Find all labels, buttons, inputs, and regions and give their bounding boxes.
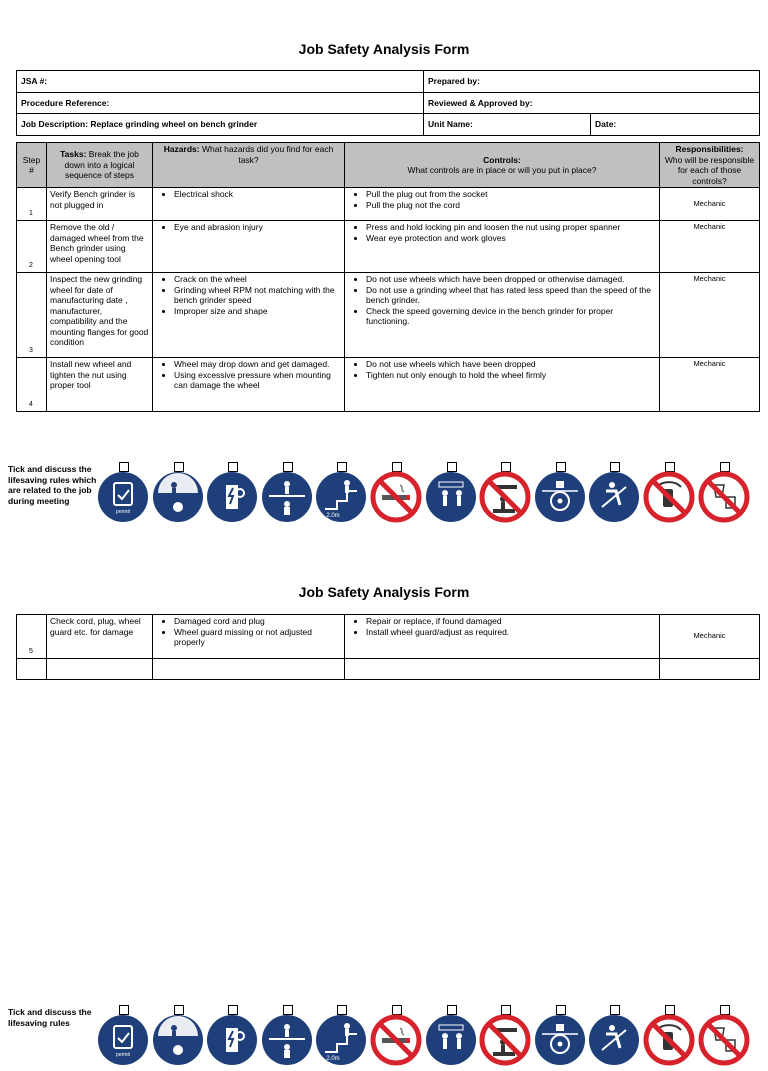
task-cell: Remove the old / damaged wheel from the Bench grinder using wheel opening tool	[47, 221, 153, 273]
lifesaving-rule-item	[206, 1005, 258, 1063]
jsa-number-field[interactable]: JSA #:	[17, 71, 424, 93]
procedure-reference-field[interactable]: Procedure Reference:	[17, 92, 424, 114]
date-field[interactable]: Date:	[591, 114, 760, 136]
lifesaving-rule-item	[479, 462, 531, 520]
control-item: • Install wheel guard/adjust as required.	[366, 627, 656, 638]
lifesaving-rules-row	[0, 462, 768, 524]
control-item: • Wear eye protection and work gloves	[366, 233, 656, 244]
hazards-cell	[153, 221, 345, 273]
hazard-item: • Eye and abrasion injury	[174, 222, 341, 233]
header-step: Step #	[17, 143, 47, 188]
hazards-cell	[153, 615, 345, 659]
lifesaving-rule-item	[370, 462, 422, 520]
confined-space-icon	[152, 1014, 204, 1066]
empty-cell[interactable]	[345, 659, 660, 680]
jsa-main-table	[16, 142, 760, 412]
header-tasks: Tasks: Break the job down into a logical sequence of steps	[47, 143, 153, 188]
hazards-cell	[153, 358, 345, 412]
hazard-item: • Damaged cord and plug	[174, 616, 341, 627]
hazards-cell	[153, 188, 345, 221]
hazard-item: • Electrical shock	[174, 189, 341, 200]
empty-cell[interactable]	[660, 659, 760, 680]
controls-list	[348, 274, 656, 327]
svg-text:2.0m: 2.0m	[326, 1056, 341, 1062]
job-description-field[interactable]: Job Description: Replace grinding wheel on bench grinder	[17, 114, 424, 136]
lifesaving-rule-item	[698, 462, 750, 520]
control-item: • Press and hold locking pin and loosen the nut using proper spanner	[366, 222, 656, 233]
no-alcohol-drugs-icon	[698, 1014, 750, 1066]
control-item: • Do not use wheels which have been dropped	[366, 359, 656, 370]
page-title: Job Safety Analysis Form	[298, 41, 470, 57]
control-item: • Tighten nut only enough to hold the wheel firmly	[366, 370, 656, 381]
driving-speed-icon	[534, 1014, 586, 1066]
controls-cell	[345, 188, 660, 221]
hazards-list	[156, 222, 341, 233]
unit-name-field[interactable]: Unit Name:	[424, 114, 591, 136]
controls-list	[348, 189, 656, 210]
working-at-height-icon	[315, 471, 367, 523]
hazard-item: • Using excessive pressure when mounting can damage the wheel	[174, 370, 341, 391]
no-phone-driving-icon	[643, 1014, 695, 1066]
step-number: 4	[29, 400, 33, 408]
driving-speed-icon	[534, 471, 586, 523]
override-safety-icon	[425, 471, 477, 523]
lifesaving-rule-item	[698, 1005, 750, 1063]
lifesaving-rule-item	[370, 1005, 422, 1063]
lifesaving-rule-item	[425, 1005, 477, 1063]
header-hazards: Hazards: What hazards did you find for each task?	[153, 143, 345, 188]
table-row	[17, 273, 760, 358]
control-item: • Do not use a grinding wheel that has rated less speed than the speed of the bench grinder.	[366, 285, 656, 306]
hazards-list	[156, 616, 341, 648]
no-smoking-icon	[370, 1014, 422, 1066]
no-smoking-icon	[370, 471, 422, 523]
hazard-item: • Wheel guard missing or not adjusted properly	[174, 627, 341, 648]
lifesaving-rule-item	[643, 1005, 695, 1063]
suspended-load-icon	[261, 1014, 313, 1066]
lifesaving-rule-item	[534, 462, 586, 520]
svg-text:permit: permit	[116, 509, 130, 515]
lifesaving-rule-item	[588, 1005, 640, 1063]
lifesaving-rules-label-2: Tick and discuss the lifesaving rules	[8, 1007, 92, 1028]
work-permit-icon	[97, 1014, 149, 1066]
lifesaving-rule-item	[206, 462, 258, 520]
control-item: • Do not use wheels which have been dropped or otherwise damaged.	[366, 274, 656, 285]
seatbelt-icon	[588, 471, 640, 523]
energy-isolation-icon	[206, 1014, 258, 1066]
table-row	[17, 358, 760, 412]
lifesaving-rule-item	[152, 1005, 204, 1063]
responsibility-cell: Mechanic	[660, 358, 760, 412]
no-alcohol-drugs-icon	[698, 471, 750, 523]
step-number-cell	[17, 615, 47, 659]
task-cell: Verify Bench grinder is not plugged in	[47, 188, 153, 221]
table-row	[17, 221, 760, 273]
lifesaving-rule-item	[261, 1005, 313, 1063]
suspended-load-icon	[261, 471, 313, 523]
hazards-list	[156, 189, 341, 200]
lifesaving-rule-item	[643, 462, 695, 520]
empty-cell[interactable]	[17, 659, 47, 680]
energy-isolation-icon	[206, 471, 258, 523]
work-permit-icon	[97, 471, 149, 523]
page-title-2: Job Safety Analysis Form	[298, 584, 470, 600]
step-number: 5	[29, 647, 33, 655]
control-item: • Pull the plug not the cord	[366, 200, 656, 211]
lifesaving-rule-item	[261, 462, 313, 520]
svg-text:2.0m: 2.0m	[326, 513, 341, 519]
lifesaving-rules-row-2	[0, 1005, 768, 1062]
header-responsibilities: Responsibilities: Who will be responsible for each of those controls?	[660, 143, 760, 188]
lifesaving-rule-item	[534, 1005, 586, 1063]
no-phone-driving-icon	[643, 471, 695, 523]
controls-cell	[345, 615, 660, 659]
prepared-by-field[interactable]: Prepared by:	[424, 71, 760, 93]
controls-list	[348, 616, 656, 637]
task-cell: Check cord, plug, wheel guard etc. for damage	[47, 615, 153, 659]
lifesaving-rules-label: Tick and discuss the lifesaving rules which are related to the job during meeting	[8, 464, 97, 506]
confined-space-icon	[152, 471, 204, 523]
reviewed-approved-field[interactable]: Reviewed & Approved by:	[424, 92, 760, 114]
working-at-height-icon	[315, 1014, 367, 1066]
step-number: 3	[29, 346, 33, 354]
lifesaving-rule-item	[425, 462, 477, 520]
hazards-list	[156, 274, 341, 316]
no-walking-under-load-icon	[479, 1014, 531, 1066]
seatbelt-icon	[588, 1014, 640, 1066]
table-row	[17, 615, 760, 659]
hazard-item: • Grinding wheel RPM not matching with the bench grinder speed	[174, 285, 341, 306]
task-cell: Inspect the new grinding wheel for date of manufacturing date , manufacturer, compatibility and the mounting flanges for good condition	[47, 273, 153, 358]
jsa-main-table-2	[16, 614, 760, 680]
step-number-cell	[17, 273, 47, 358]
lifesaving-rule-item	[152, 462, 204, 520]
controls-cell	[345, 358, 660, 412]
control-item: • Repair or replace, if found damaged	[366, 616, 656, 627]
empty-cell[interactable]	[153, 659, 345, 680]
step-number-cell	[17, 358, 47, 412]
controls-list	[348, 222, 656, 243]
lifesaving-rule-item	[315, 462, 367, 520]
table-row	[17, 188, 760, 221]
controls-cell	[345, 221, 660, 273]
control-item: • Check the speed governing device in the bench grinder for proper functioning.	[366, 306, 656, 327]
empty-cell[interactable]	[47, 659, 153, 680]
responsibility-cell: Mechanic	[660, 615, 760, 659]
task-cell: Install new wheel and tighten the nut using proper tool	[47, 358, 153, 412]
lifesaving-rule-item	[588, 462, 640, 520]
control-item: • Pull the plug out from the socket	[366, 189, 656, 200]
lifesaving-rule-item	[479, 1005, 531, 1063]
lifesaving-rule-item	[97, 1005, 149, 1063]
step-number: 2	[29, 261, 33, 269]
lifesaving-rule-item	[315, 1005, 367, 1063]
hazard-item: • Wheel may drop down and get damaged.	[174, 359, 341, 370]
header-controls: Controls: What controls are in place or will you put in place?	[345, 143, 660, 188]
step-number-cell	[17, 221, 47, 273]
no-walking-under-load-icon	[479, 471, 531, 523]
hazards-cell	[153, 273, 345, 358]
controls-cell	[345, 273, 660, 358]
empty-row	[17, 659, 760, 680]
controls-list	[348, 359, 656, 380]
jsa-info-table	[16, 70, 760, 136]
lifesaving-rule-item	[97, 462, 149, 520]
responsibility-cell: Mechanic	[660, 221, 760, 273]
svg-text:permit: permit	[116, 1052, 130, 1058]
hazard-item: • Crack on the wheel	[174, 274, 341, 285]
step-number: 1	[29, 209, 33, 217]
override-safety-icon	[425, 1014, 477, 1066]
step-number-cell	[17, 188, 47, 221]
responsibility-cell: Mechanic	[660, 273, 760, 358]
responsibility-cell: Mechanic	[660, 188, 760, 221]
hazard-item: • Improper size and shape	[174, 306, 341, 317]
hazards-list	[156, 359, 341, 391]
